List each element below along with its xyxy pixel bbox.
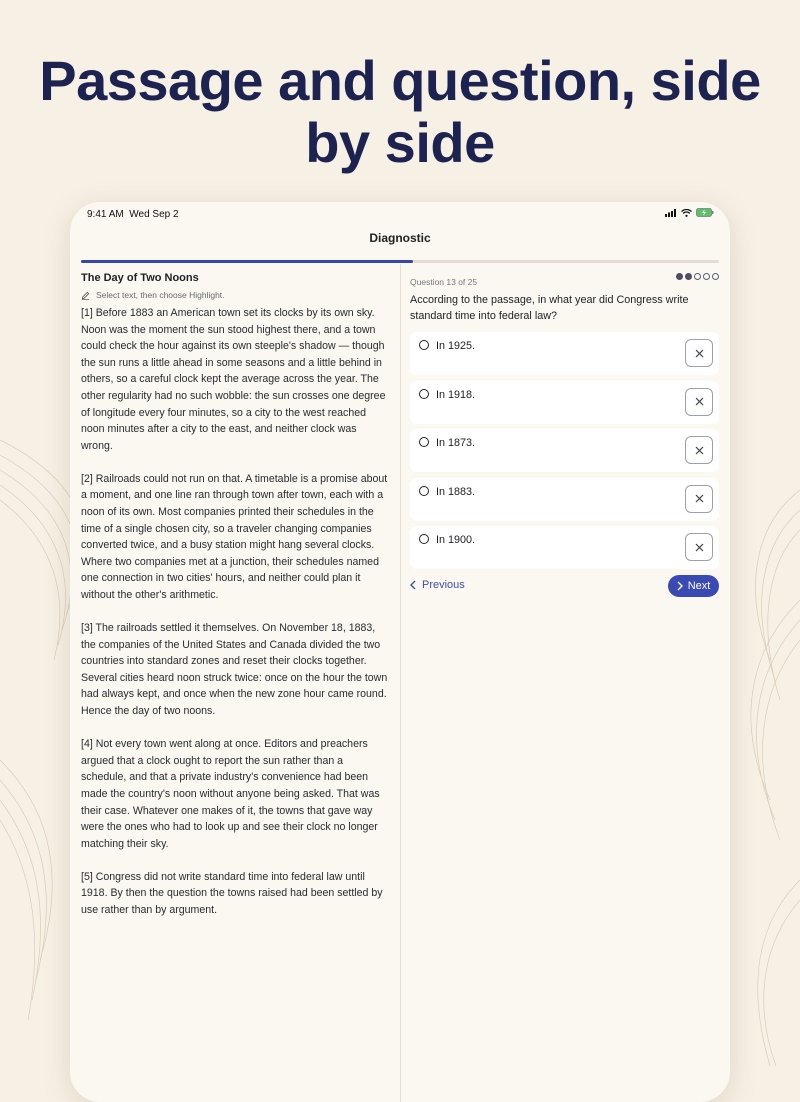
progress-dot <box>703 273 710 280</box>
progress-dot <box>694 273 701 280</box>
question-text: According to the passage, in what year did Congress write standard time into federal law? <box>410 294 689 322</box>
eliminate-option-button[interactable] <box>685 436 713 464</box>
chevron-right-icon <box>677 581 683 591</box>
cellular-signal-icon <box>665 209 677 217</box>
previous-label: Previous <box>422 578 465 591</box>
nav-title: Diagnostic <box>369 231 431 245</box>
eliminate-option-button[interactable] <box>685 339 713 367</box>
eliminate-option-button[interactable] <box>685 388 713 416</box>
answer-option-2[interactable] <box>410 381 719 424</box>
status-bar <box>70 202 730 224</box>
pencil-icon <box>81 291 90 300</box>
eliminate-option-button[interactable] <box>685 533 713 561</box>
question-progress-dots <box>676 273 719 280</box>
progress-dot <box>712 273 719 280</box>
close-icon <box>695 446 704 455</box>
status-icons <box>665 208 714 217</box>
answer-option-label: In 1900. <box>436 534 476 546</box>
passage-paragraph-4[interactable]: [4] Not every town went along at once. Editors and preachers argued that a clock ought to report the sun rather than a schedule, and that a private industry's convenience had been made the country's noon without anyone being asked. That was their case. Whatever one makes of it, the towns that gave way were the ones who had to look up and see their clock no longer matching their sky. <box>81 738 380 850</box>
passage-text[interactable] <box>81 305 389 919</box>
status-clock: 9:41 AM <box>87 209 124 220</box>
progress-fill <box>81 260 413 263</box>
status-time <box>87 209 179 220</box>
answer-option-label: In 1925. <box>436 340 476 352</box>
chevron-left-icon <box>410 580 416 590</box>
battery-charging-icon <box>696 208 714 217</box>
progress-dot <box>685 273 692 280</box>
pane-divider <box>400 264 401 1102</box>
passage-pane <box>81 272 389 935</box>
passage-paragraph-5[interactable]: [5] Congress did not write standard time into federal law until 1918. By then the question the towns raised had been settled by use rather than by argument. <box>81 870 383 916</box>
passage-paragraph-3[interactable]: [3] The railroads settled it themselves. On November 18, 1883, the companies of the United States and Canada divided the two countries into standard zones and reset their clocks together. Several cities heard noon struck twice: once on the hour the town had always kept, and once when the new zone hour came round. Hence the day of two noons. <box>81 622 388 718</box>
tablet-screen <box>70 202 730 1102</box>
answer-option-label: In 1873. <box>436 437 476 449</box>
passage-paragraph-1[interactable]: [1] Before 1883 an American town set its clocks by its own sky. Noon was the moment the sun stood highest there, and a town could check the hour against its own steeple's shadow — though the sun runs a little ahead in some seasons and a little behind in others, so a careful clock kept the average across the year. The other regularity had no such wobble: the sun crosses one degree of longitude every four minutes, so a city to the west reached noon minutes after a city to the east, and neither clock was wrong. <box>81 307 386 452</box>
answer-option-1[interactable] <box>410 332 719 375</box>
question-pane <box>410 272 719 599</box>
passage-paragraph-2[interactable]: [2] Railroads could not run on that. A timetable is a promise about a moment, and one line ran through town after town, each with a noon of its own. Most companies printed their schedules in the time of a single chosen city, so a traveler changing companies converted twice, and a busy station might hang several clocks. Where two companies met at a junction, their schedules named one connection in two cities' hours, and neither could plan it without the other's arithmetic. <box>81 472 388 601</box>
answer-option-label: In 1883. <box>436 485 476 498</box>
status-date: Wed Sep 2 <box>129 209 179 220</box>
question-meta <box>410 272 719 287</box>
eliminate-option-button[interactable] <box>685 485 713 513</box>
next-button[interactable] <box>668 575 719 597</box>
previous-button[interactable] <box>410 579 465 591</box>
question-counter: Question 13 of 25 <box>410 277 478 287</box>
progress-bar <box>81 260 719 263</box>
wifi-icon <box>681 209 692 217</box>
radio-icon[interactable] <box>419 389 429 399</box>
close-icon <box>695 494 704 503</box>
passage-title: The Day of Two Noons <box>81 272 199 284</box>
answer-option-5[interactable] <box>410 526 719 569</box>
answer-options <box>410 332 719 569</box>
close-icon <box>695 543 704 552</box>
question-navigation <box>410 575 719 599</box>
radio-icon[interactable] <box>419 340 429 350</box>
highlight-hint-text: Select text, then choose Highlight. <box>96 290 225 300</box>
close-icon <box>695 397 704 406</box>
next-label: Next <box>687 579 711 592</box>
radio-icon[interactable] <box>419 437 429 447</box>
answer-option-4[interactable] <box>410 478 719 521</box>
radio-icon[interactable] <box>419 486 429 496</box>
highlight-hint <box>81 290 389 300</box>
answer-option-3[interactable] <box>410 429 719 472</box>
page-headline: Passage and question, side by side <box>39 49 761 174</box>
answer-option-label: In 1918. <box>436 388 476 401</box>
radio-icon[interactable] <box>419 534 429 544</box>
close-icon <box>695 349 704 358</box>
progress-dot <box>676 273 683 280</box>
